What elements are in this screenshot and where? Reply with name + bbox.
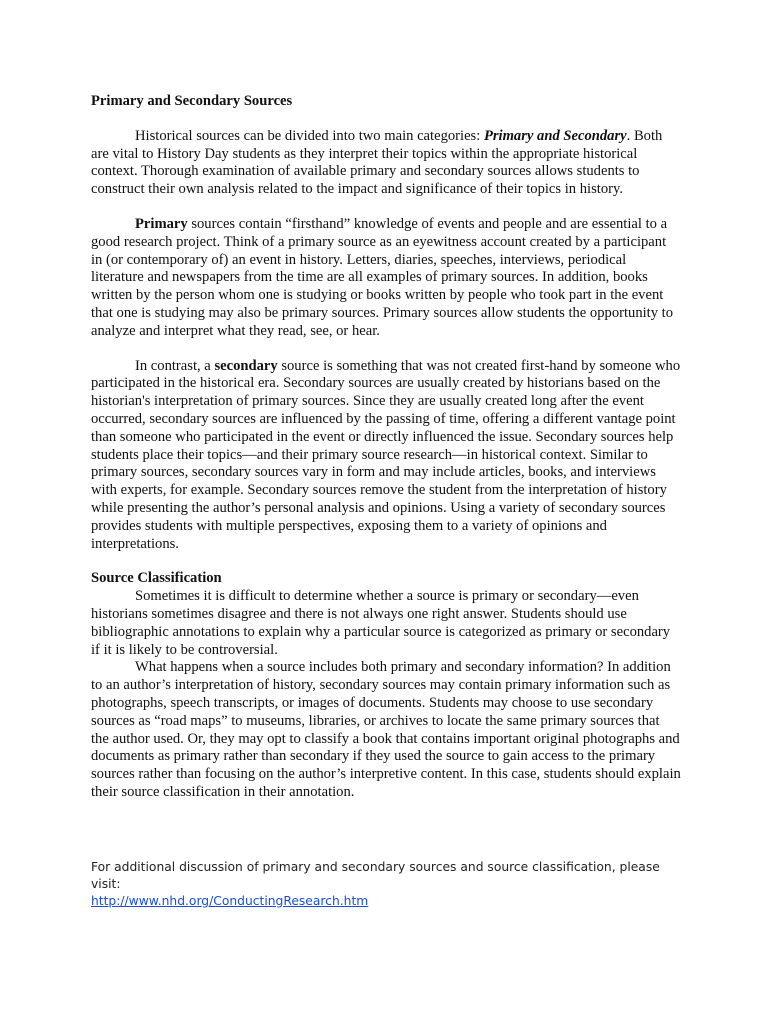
footer-text: For additional discussion of primary and secondary sources and source classification, please visit: [91,860,660,891]
secondary-text-before: In contrast, a [135,357,215,374]
primary-paragraph [91,216,681,341]
page-title: Primary and Secondary Sources [91,93,293,109]
primary-term: Primary [135,215,188,232]
secondary-term: secondary [214,357,278,374]
secondary-paragraph [91,358,681,554]
primary-text: sources contain “firsthand” knowledge of events and people and are essential to a good research project. Think of a primary source as an eyewitness account created by a participant in (or contemporary of) an event in history. Letters, diaries, speeches, interviews, periodical literature and newspapers from the time are all examples of primary sources. In addition, books written by the person whom one is studying or books written by people who took part in the event that one is studying may also be primary sources. Primary sources allow students the opportunity to analyze and interpret what they read, see, or hear. [91,215,674,339]
secondary-text-after: source is something that was not created first-hand by someone who participated in the historical era. Secondary sources are usually created by historians based on the historian's interpretation of primary sources. Since they are usually created long after the event occurred, secondary sources are influenced by the passing of time, offering a different vantage point than someone who participated in the event or directly influenced the issue. Secondary sources help students place their topics—and their primary source research—in historical context. Similar to primary sources, secondary sources vary in form and may include articles, books, and interviews with experts, for example. Secondary sources remove the student from the interpretation of history while presenting the author’s personal analysis and opinions. Using a variety of secondary sources provides students with multiple perspectives, exposing them to a variety of opinions and interpretations. [91,357,681,552]
intro-paragraph [91,128,681,199]
classification-paragraph-1: Sometimes it is difficult to determine whether a source is primary or secondary—even historians sometimes disagree and there is not always one right answer. Students should use bibliographic annotations to explain why a particular source is categorized as primary or secondary if it is likely to be controversial. [91,588,671,658]
intro-text-before: Historical sources can be divided into two main categories: [135,127,484,144]
footer-link[interactable]: http://www.nhd.org/ConductingResearch.htm [91,894,369,908]
document-body [91,93,681,802]
section-heading: Source Classification [91,570,222,587]
intro-text-after: . Both are vital to History Day students as they interpret their topics within the appropriate historical context. Thorough examination of available primary and secondary sources allows students to construct their own analysis related to the impact and significance of their topics in history. [91,127,663,198]
intro-emphasis: Primary and Secondary [483,127,627,144]
footer-note [91,859,691,910]
classification-paragraph-2: What happens when a source includes both primary and secondary information? In addition to an author’s interpretation of history, secondary sources may contain primary information such as photographs, speech transcripts, or images of documents. Students may choose to use secondary sources as “road maps” to museums, libraries, or archives to locate the same primary sources that the author used. Or, they may opt to classify a book that contains important original photographs and documents as primary rather than secondary if they used the source to gain access to the primary sources rather than focusing on the author’s interpretive content. In this case, students should explain their source classification in their annotation. [91,659,681,800]
